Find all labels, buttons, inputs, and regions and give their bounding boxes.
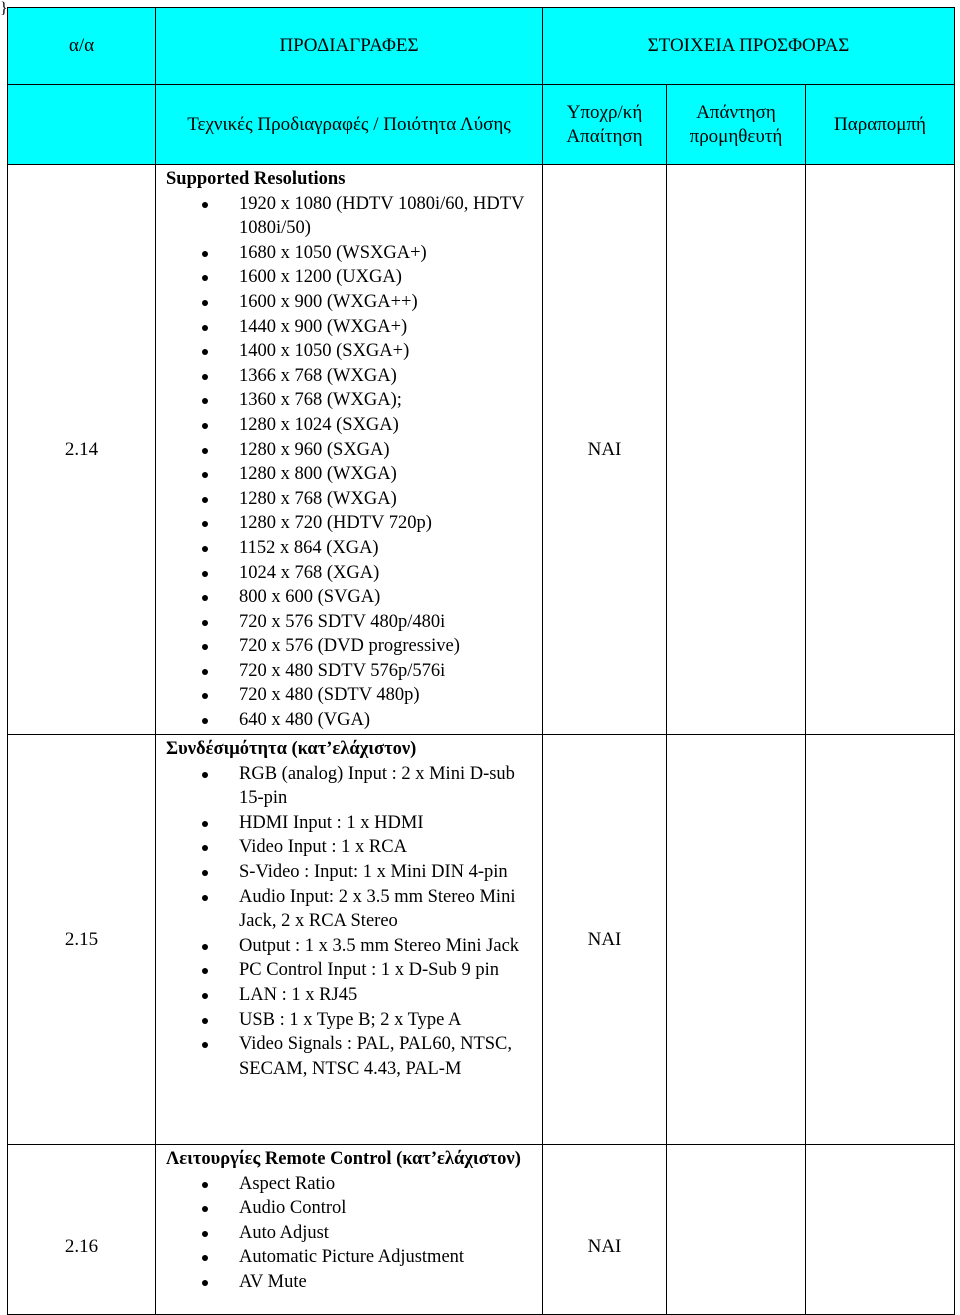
spec-title: Supported Resolutions: [166, 169, 346, 189]
spec-list-item-text: 1920 x 1080 (HDTV 1080i/60, HDTV 1080i/50): [239, 193, 525, 239]
spec-list-item: [166, 683, 538, 708]
bullet-icon: [202, 669, 208, 675]
spec-list-item: [166, 1008, 538, 1033]
header-technical-specs: Τεχνικές Προδιαγραφές / Ποιότητα Λύσης: [156, 85, 543, 165]
header-supplier-answer: Απάντηση προμηθευτή: [667, 85, 806, 165]
spec-list-item-text: S-Video : Input: 1 x Mini DIN 4-pin: [239, 861, 508, 882]
spec-list-item-text: Automatic Picture Adjustment: [239, 1247, 465, 1268]
bullet-icon: [202, 251, 208, 257]
spec-list-item: [166, 610, 538, 635]
reference-cell: [806, 1145, 955, 1315]
spec-list-item-text: Output : 1 x 3.5 mm Stereo Mini Jack: [239, 935, 520, 956]
spec-list-item-text: Video Signals : PAL, PAL60, NTSC, SECAM, NTSC 4.43, PAL-M: [239, 1034, 513, 1079]
bullet-icon: [202, 1042, 208, 1048]
specifications-table: [7, 7, 955, 1315]
bullet-icon: [202, 546, 208, 552]
bullet-icon: [202, 571, 208, 577]
bullet-icon: [202, 472, 208, 478]
spec-list-item: [166, 413, 538, 438]
spec-list-item: [166, 1172, 538, 1197]
spec-list-item: [166, 388, 538, 413]
spec-list-item: [166, 634, 538, 659]
bullet-icon: [202, 620, 208, 626]
spec-list-item-text: USB : 1 x Type B; 2 x Type A: [239, 1009, 462, 1030]
bullet-icon: [202, 895, 208, 901]
spec-list-item-text: 800 x 600 (SVGA): [239, 587, 381, 608]
spec-list-item: [166, 561, 538, 586]
supplier-answer-cell: [667, 735, 806, 1145]
spec-list-item: [166, 487, 538, 512]
bullet-icon: [202, 275, 208, 281]
spec-list-item: [166, 511, 538, 536]
spec-list-item: [166, 438, 538, 463]
supplier-answer-cell: [667, 165, 806, 735]
spec-row-2-15: [8, 735, 955, 1145]
supplier-answer-cell: [667, 1145, 806, 1315]
bullet-icon: [202, 1182, 208, 1188]
spec-cell: [156, 1145, 543, 1315]
spec-list-item: [166, 290, 538, 315]
header-reference: Παραπομπή: [806, 85, 955, 165]
spec-list-item-text: 1360 x 768 (WXGA);: [239, 390, 402, 411]
spec-list-item: [166, 934, 538, 959]
spec-list-item-text: 1024 x 768 (XGA): [239, 562, 380, 583]
spec-list-item-text: 1280 x 1024 (SXGA): [239, 414, 399, 435]
header-specifications: ΠΡΟΔΙΑΓΡΑΦΕΣ: [156, 8, 543, 85]
bullet-icon: [202, 325, 208, 331]
bullet-icon: [202, 1255, 208, 1261]
spec-list-item: [166, 339, 538, 364]
bullet-icon: [202, 595, 208, 601]
bullet-icon: [202, 448, 208, 454]
bullet-icon: [202, 300, 208, 306]
header-offer-details: ΣΤΟΙΧΕΙΑ ΠΡΟΣΦΟΡΑΣ: [543, 8, 955, 85]
spec-list-item-text: 720 x 576 SDTV 480p/480i: [239, 611, 446, 632]
bullet-icon: [202, 423, 208, 429]
bullet-icon: [202, 1231, 208, 1237]
spec-list-item: [166, 860, 538, 885]
bullet-icon: [202, 521, 208, 527]
spec-list-item: [166, 315, 538, 340]
bullet-icon: [202, 1280, 208, 1286]
bullet-icon: [202, 349, 208, 355]
spec-list-item: [166, 708, 538, 733]
spec-list-item-text: Audio Input: 2 x 3.5 mm Stereo Mini Jack, 2 x RCA Stereo: [239, 886, 516, 932]
bullet-icon: [202, 968, 208, 974]
spec-list-item: [166, 241, 538, 266]
spec-list-item: [166, 536, 538, 561]
spec-list: [166, 762, 538, 1082]
reference-cell: [806, 735, 955, 1145]
spec-list-item-text: 720 x 480 SDTV 576p/576i: [239, 660, 446, 681]
spec-list-item-text: 1280 x 768 (WXGA): [239, 488, 397, 509]
bullet-icon: [202, 693, 208, 699]
spec-row-2-14: [8, 165, 955, 735]
spec-list-item-text: 1280 x 800 (WXGA): [239, 464, 397, 485]
spec-list-item: [166, 835, 538, 860]
spec-list-item: [166, 1221, 538, 1246]
spec-list-item: [166, 659, 538, 684]
required-cell: ΝΑΙ: [543, 165, 667, 735]
spec-list-item-text: 1680 x 1050 (WSXGA+): [239, 242, 427, 263]
spec-list-item: [166, 762, 538, 811]
bullet-icon: [202, 497, 208, 503]
bullet-icon: [202, 870, 208, 876]
spec-list-item: [166, 462, 538, 487]
header-required: Υποχρ/κή Απαίτηση: [543, 85, 667, 165]
spec-list-item-text: Audio Control: [239, 1198, 347, 1219]
spec-list-item-text: 1600 x 900 (WXGA++): [239, 291, 418, 312]
required-cell: ΝΑΙ: [543, 735, 667, 1145]
spec-list-item-text: 720 x 576 (DVD progressive): [239, 636, 460, 657]
spec-list-item: [166, 364, 538, 389]
spec-list-item: [166, 265, 538, 290]
spec-list: [166, 1172, 538, 1295]
header-row-sub: [8, 85, 955, 165]
spec-list-item-text: AV Mute: [239, 1271, 307, 1292]
spec-list-item-text: 1440 x 900 (WXGA+): [239, 316, 408, 337]
reference-cell: [806, 165, 955, 735]
spec-list-item: [166, 1270, 538, 1295]
spec-list-item: [166, 958, 538, 983]
spec-list-item: [166, 983, 538, 1008]
spec-list-item-text: HDMI Input : 1 x HDMI: [239, 812, 424, 833]
spec-list: [166, 192, 538, 733]
spec-list-item-text: 1152 x 864 (XGA): [239, 537, 379, 558]
bullet-icon: [202, 202, 208, 208]
spec-list-item: [166, 585, 538, 610]
spec-list-item-text: RGB (analog) Input : 2 x Mini D-sub 15-pin: [239, 763, 515, 809]
spec-list-item: [166, 885, 538, 934]
bullet-icon: [202, 644, 208, 650]
spec-list-item-text: LAN : 1 x RJ45: [239, 984, 358, 1005]
spec-list-item-text: Aspect Ratio: [239, 1173, 336, 1194]
bullet-icon: [202, 772, 208, 778]
bullet-icon: [202, 845, 208, 851]
spec-list-item-text: 720 x 480 (SDTV 480p): [239, 685, 420, 706]
header-row-main: [8, 8, 955, 85]
spec-list-item-text: Video Input : 1 x RCA: [239, 837, 407, 858]
bullet-icon: [202, 821, 208, 827]
spec-list-item-text: Auto Adjust: [239, 1222, 329, 1243]
spec-list-item-text: PC Control Input : 1 x D-Sub 9 pin: [239, 960, 500, 981]
bullet-icon: [202, 718, 208, 724]
spec-list-item: [166, 1245, 538, 1270]
spec-list-item-text: 1366 x 768 (WXGA): [239, 365, 397, 386]
bullet-icon: [202, 944, 208, 950]
spec-title: Συνδέσιμότητα (κατ’ελάχιστον): [166, 739, 417, 759]
spec-list-item: [166, 811, 538, 836]
bullet-icon: [202, 993, 208, 999]
row-number: 2.14: [8, 165, 156, 735]
spec-list-item: [166, 1196, 538, 1221]
bullet-icon: [202, 398, 208, 404]
bullet-icon: [202, 1206, 208, 1212]
bullet-icon: [202, 1018, 208, 1024]
header-aa-empty: [8, 85, 156, 165]
spec-row-2-16: [8, 1145, 955, 1315]
bullet-icon: [202, 374, 208, 380]
required-cell: ΝΑΙ: [543, 1145, 667, 1315]
spec-list-item-text: 1600 x 1200 (UXGA): [239, 267, 402, 288]
spec-list-item-text: 1280 x 960 (SXGA): [239, 439, 390, 460]
spec-list-item-text: 640 x 480 (VGA): [239, 710, 371, 731]
spec-list-item-text: 1400 x 1050 (SXGA+): [239, 341, 410, 362]
spec-list-item: [166, 192, 538, 241]
spec-title: Λειτουργίες Remote Control (κατ’ελάχιστον): [166, 1149, 521, 1169]
spec-list-item: [166, 1032, 538, 1081]
spec-cell: [156, 165, 543, 735]
spec-list-item-text: 1280 x 720 (HDTV 720p): [239, 513, 432, 534]
header-aa: α/α: [8, 8, 156, 85]
spec-cell: [156, 735, 543, 1145]
row-number: 2.15: [8, 735, 156, 1145]
row-number: 2.16: [8, 1145, 156, 1315]
